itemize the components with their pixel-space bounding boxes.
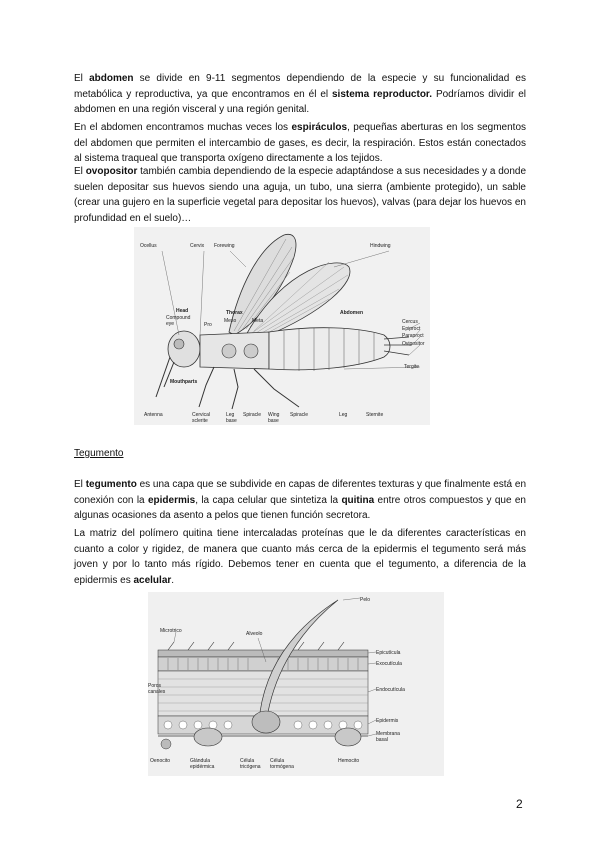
label-paraproct: Paraproct <box>402 333 424 339</box>
page-number: 2 <box>516 797 523 811</box>
label-meta: Meta <box>252 318 264 324</box>
label-endocuticula: Endocutícula <box>376 687 405 693</box>
label-tergite: Tergite <box>404 364 420 370</box>
label-tricogena: tricógena <box>240 764 261 770</box>
label-celula-1: Célula <box>240 758 255 764</box>
label-ovipositor: Ovipositor <box>402 341 425 347</box>
section-heading-tegumento: Tegumento <box>74 448 124 459</box>
label-abdomen: Abdomen <box>340 310 364 316</box>
label-pelo: Pelo <box>360 597 371 603</box>
label-mouthparts: Mouthparts <box>170 379 198 385</box>
label-membrana: Membrana <box>376 731 400 737</box>
label-epidermica: epidérmica <box>190 764 215 770</box>
label-wing: Wing <box>268 412 280 418</box>
label-hindwing: Hindwing <box>370 243 391 249</box>
label-oenocito: Oenocito <box>150 758 171 764</box>
paragraph-abdomen: El abdomen se divide en 9-11 segmentos dependiendo de la especie y su funcionalidad es metabólica y reproductiva, ya que encontramos en él el sistema reproductor. Podríamos dividir el abdomen en una región visceral y una región genital. <box>74 73 526 116</box>
label-head: Head <box>176 308 189 314</box>
label-hemocito: Hemocito <box>338 758 360 764</box>
label-alveolo: Alveolo <box>246 631 263 637</box>
paragraph-ovopositor: El ovopositor también cambia dependiendo de la especie adaptándose a sus necesidades y a donde suelen depositar sus huevos siendo una aguja, un tubo, una sierra (ambiente protegido), un sable (crear una gujero en la superficie vegetal para depositar los huevos), valvas (para dejar los huevos en profundidad en el suelo)… <box>74 166 527 224</box>
label-cervix: Cervix <box>190 243 205 249</box>
label-wing-base: base <box>268 418 279 424</box>
label-exocuticula: Exocutícula <box>376 661 402 667</box>
label-spiracle-2: Spiracle <box>290 412 309 418</box>
label-thorax: Thorax <box>226 310 243 316</box>
label-compound-eye-2: eye <box>166 321 175 327</box>
label-celula-2: Célula <box>270 758 285 764</box>
insect-anatomy-figure <box>134 227 430 425</box>
label-sternite: Sternite <box>366 412 384 418</box>
label-leg-base: base <box>226 418 237 424</box>
paragraph-quitina: La matriz del polímero quitina tiene intercaladas proteínas que le da diferentes características en cuanto a color y rigidez, de manera que cuanto más cerca de la epidermis el tegumento será más joven y por lo tanto más rígido. Debemos tener en cuenta que el tegumento, a diferencia de la epidermis es acelular. <box>74 528 526 586</box>
label-epidermis: Epidermis <box>376 718 399 724</box>
label-spiracle-1: Spiracle <box>243 412 262 418</box>
label-basal: basal <box>376 737 388 743</box>
label-epiproct: Epiproct <box>402 326 421 332</box>
label-pro: Pro <box>204 322 212 328</box>
label-cervical: Cervical <box>192 412 211 418</box>
label-cercus: Cercus <box>402 319 418 325</box>
label-glandula: Glándula <box>190 758 211 764</box>
label-ocellus: Ocellus <box>140 243 157 249</box>
label-leg-2: Leg <box>339 412 348 418</box>
paragraph-tegumento: El tegumento es una capa que se subdivide en capas de diferentes texturas y que finalmente está en conexión con la epidermis, la capa celular que sintetiza la quitina entre otros compuestos y que en algunas ocasiones da asento a pelos que tienen función secretora. <box>74 479 527 522</box>
label-forewing: Forewing <box>214 243 235 249</box>
label-antenna: Antenna <box>144 412 163 418</box>
label-leg-1: Leg <box>226 412 235 418</box>
label-sclerite: sclerite <box>192 418 208 424</box>
paragraph-espiraculos: En el abdomen encontramos muchas veces los espiráculos, pequeñas aberturas en los segmentos del abdomen que permiten el intercambio de gases, es decir, la respiración. Estos están conectados al sistema traqueal que transporta oxígeno directamente a los tejidos. <box>74 122 526 165</box>
label-epicuticula: Epicutícula <box>376 650 401 656</box>
integument-figure <box>148 592 444 776</box>
label-compound-eye: Compound <box>166 315 191 321</box>
label-poros: Poros <box>148 683 162 689</box>
label-canales: canales <box>148 689 166 695</box>
label-tormogena: tormógena <box>270 764 294 770</box>
label-microtrico: Microtrico <box>160 628 182 634</box>
label-meso: Meso <box>224 318 237 324</box>
